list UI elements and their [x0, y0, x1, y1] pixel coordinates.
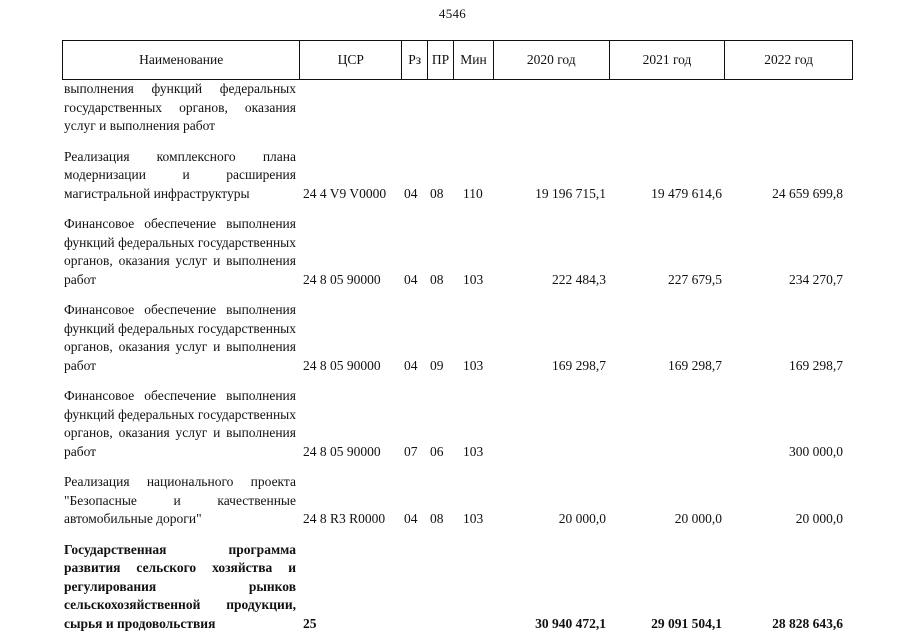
- header-min: Мин: [454, 41, 494, 79]
- page-number: 4546: [438, 6, 467, 21]
- header-rz: Рз: [402, 41, 428, 79]
- row-rz: 04: [404, 271, 418, 287]
- row-name: Финансовое обеспечение выполнения функций федеральных государственных органов, оказания услуг и выполнения работ: [64, 216, 296, 287]
- row-2020: 222 484,3: [552, 271, 606, 287]
- row-rz: 04: [404, 185, 418, 201]
- row-name: выполнения функций федеральных государственных органов, оказания услуг и выполнения работ: [64, 81, 296, 133]
- row-min: 103: [463, 271, 484, 287]
- row-pr: 08: [430, 511, 444, 526]
- row-csr: 24 8 05 90000: [303, 357, 381, 373]
- row-2020: 30 940 472,1: [535, 615, 606, 631]
- table-row: [62, 473, 853, 529]
- row-2022: 24 659 699,8: [772, 185, 843, 201]
- row-2022: 28 828 643,6: [772, 615, 843, 631]
- header-2022: 2022 год: [764, 52, 814, 67]
- row-name: Финансовое обеспечение выполнения функций федеральных государственных органов, оказания услуг и выполнения работ: [64, 302, 296, 373]
- row-name: Государственная программа развития сельского хозяйства и регулирования рынков сельскохозяйственной продукции, сырья и продовольствия: [64, 541, 296, 631]
- row-pr: 06: [430, 443, 444, 459]
- row-name: Реализация комплексного плана модернизации и расширения магистральной инфраструктуры: [64, 148, 296, 201]
- row-csr: 24 8 R3 R0000: [303, 511, 386, 526]
- table-row: [62, 148, 853, 204]
- row-2022: 300 000,0: [789, 443, 843, 459]
- row-min: 103: [463, 357, 484, 373]
- row-2021: 20 000,0: [674, 511, 722, 526]
- table-body: [62, 80, 853, 633]
- row-rz: 04: [404, 357, 418, 373]
- header-pr: ПР: [428, 41, 454, 79]
- table-row: [62, 215, 853, 289]
- row-csr: 25: [303, 615, 317, 631]
- row-csr: 24 4 V9 V0000: [303, 185, 387, 201]
- row-2022: 234 270,7: [789, 271, 843, 287]
- header-2020: 2020 год: [494, 41, 610, 79]
- row-2020: 20 000,0: [558, 511, 606, 526]
- row-2020: 19 196 715,1: [535, 185, 606, 201]
- row-2021: 29 091 504,1: [651, 615, 722, 631]
- row-2021: 169 298,7: [668, 357, 722, 373]
- row-pr: 09: [430, 357, 444, 373]
- table-row: [62, 80, 853, 136]
- header-2021: 2021 год: [610, 41, 726, 79]
- row-min: 103: [463, 443, 484, 459]
- header-csr: ЦСР: [300, 41, 402, 79]
- row-name: Финансовое обеспечение выполнения функций федеральных государственных органов, оказания услуг и выполнения работ: [64, 388, 296, 459]
- row-2022: 20 000,0: [795, 511, 843, 526]
- row-csr: 24 8 05 90000: [303, 271, 381, 287]
- table-row: [62, 301, 853, 375]
- row-rz: 04: [404, 511, 418, 526]
- table-row: [62, 541, 853, 634]
- row-pr: 08: [430, 185, 444, 201]
- row-2021: 19 479 614,6: [651, 185, 722, 201]
- row-2021: 227 679,5: [668, 271, 722, 287]
- row-name: Реализация национального проекта "Безопасные и качественные автомобильные дороги": [64, 474, 296, 526]
- row-2020: 169 298,7: [552, 357, 606, 373]
- row-pr: 08: [430, 271, 444, 287]
- row-csr: 24 8 05 90000: [303, 443, 381, 459]
- table-row: [62, 387, 853, 461]
- row-min: 103: [463, 511, 484, 526]
- row-2022: 169 298,7: [789, 357, 843, 373]
- header-name: Наименование: [63, 41, 300, 79]
- row-min: 110: [463, 185, 483, 201]
- row-rz: 07: [404, 443, 418, 459]
- table-header: [62, 40, 853, 80]
